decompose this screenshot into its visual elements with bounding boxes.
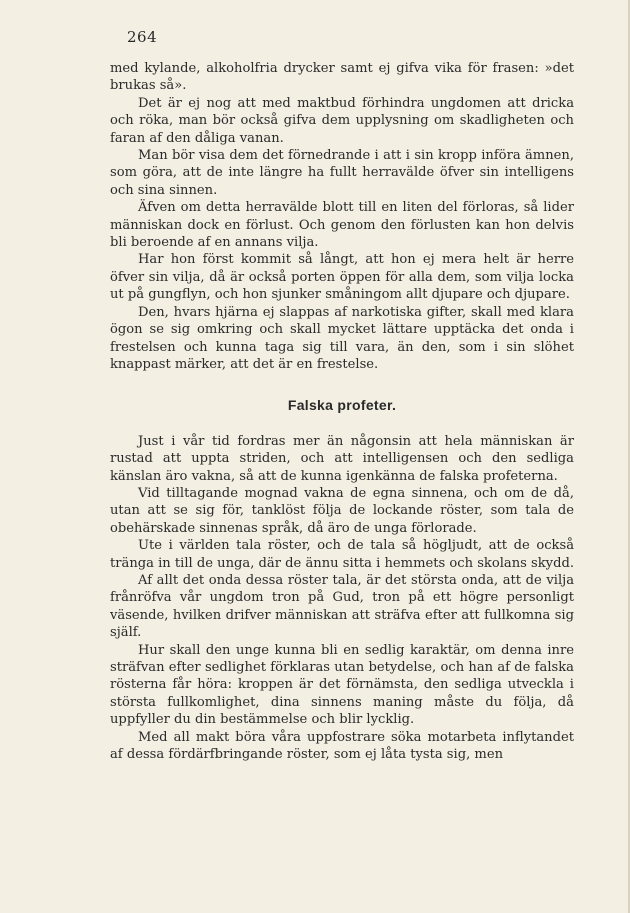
- paragraph: Vid tilltagande mognad vakna de egna sinnena, och om de då, utan att se sig för, tanklöst följa de lockande röster, som tala de obehärskade sinnenas språk, då äro de unga förlorade.: [110, 485, 574, 536]
- page-number: 264: [127, 28, 158, 46]
- paragraph: Man bör visa dem det förnedrande i att i sin kropp införa ämnen, som göra, att de inte längre ha fullt herravälde öfver sin intelligens och sina sinnen.: [110, 148, 574, 198]
- paragraph: Med all makt böra våra uppfostrare söka motarbeta inflytandet af dessa fördärfbringande röster, som ej låta tysta sig, men: [110, 729, 574, 763]
- paragraph: Ute i världen tala röster, och de tala så högljudt, att de också tränga in till de unga, där de ännu sitta i hemmets och skolans skydd.: [110, 538, 575, 571]
- paragraph: Äfven om detta herravälde blott till en liten del förloras, så lider människan dock en förlust. Och genom den förlusten kan hon delvis bli beroende af en annans vilja.: [110, 200, 574, 251]
- paragraph: Just i vår tid fordras mer än någonsin att hela människan är rustad att uppta striden, och att intelligensen och den sedliga känslan äro vakna, så att de kunna igenkänna de falska profeterna.: [110, 433, 574, 484]
- paragraph: Den, hvars hjärna ej slappas af narkotiska gifter, skall med klara ögon se sig omkring och skall mycket lättare upptäcka det onda i frestelsen och kunna taga sig till vara, än den, som i sin slöhet knappast märker, att det är en frestelse.: [110, 304, 574, 372]
- paragraph: Hur skall den unge kunna bli en sedlig karaktär, om denna inre sträfvan efter sedlighet förklaras utan betydelse, och han af de falska rösterna får höra: kroppen är det förnämsta, den sedliga utveckla i största fullkomlighet, dina sinnens maning måste du följa, då uppfyller du din bestämmelse och blir lycklig.: [110, 642, 574, 728]
- body-text: [110, 60, 574, 763]
- paragraph: Det är ej nog att med maktbud förhindra ungdomen att dricka och röka, man bör också gifva dem upplysning om skadligheten och faran af den dåliga vanan.: [110, 95, 574, 146]
- paragraph: Har hon först kommit så långt, att hon ej mera helt är herre öfver sin vilja, då är också porten öppen för alla dem, som vilja locka ut på gungflyn, och hon sjunker småningom allt djupare och djupare.: [110, 252, 574, 303]
- section-heading: Falska profeter.: [287, 397, 397, 414]
- paragraph: med kylande, alkoholfria drycker samt ej gifva vika för frasen: »det brukas så».: [110, 61, 574, 94]
- paragraph: Af allt det onda dessa röster tala, är det största onda, att de vilja frånröfva vår ungdom tron på Gud, tron på ett högre personligt väsende, hvilken drifver människan att sträfva efter att fullkomna sig själf.: [110, 572, 574, 641]
